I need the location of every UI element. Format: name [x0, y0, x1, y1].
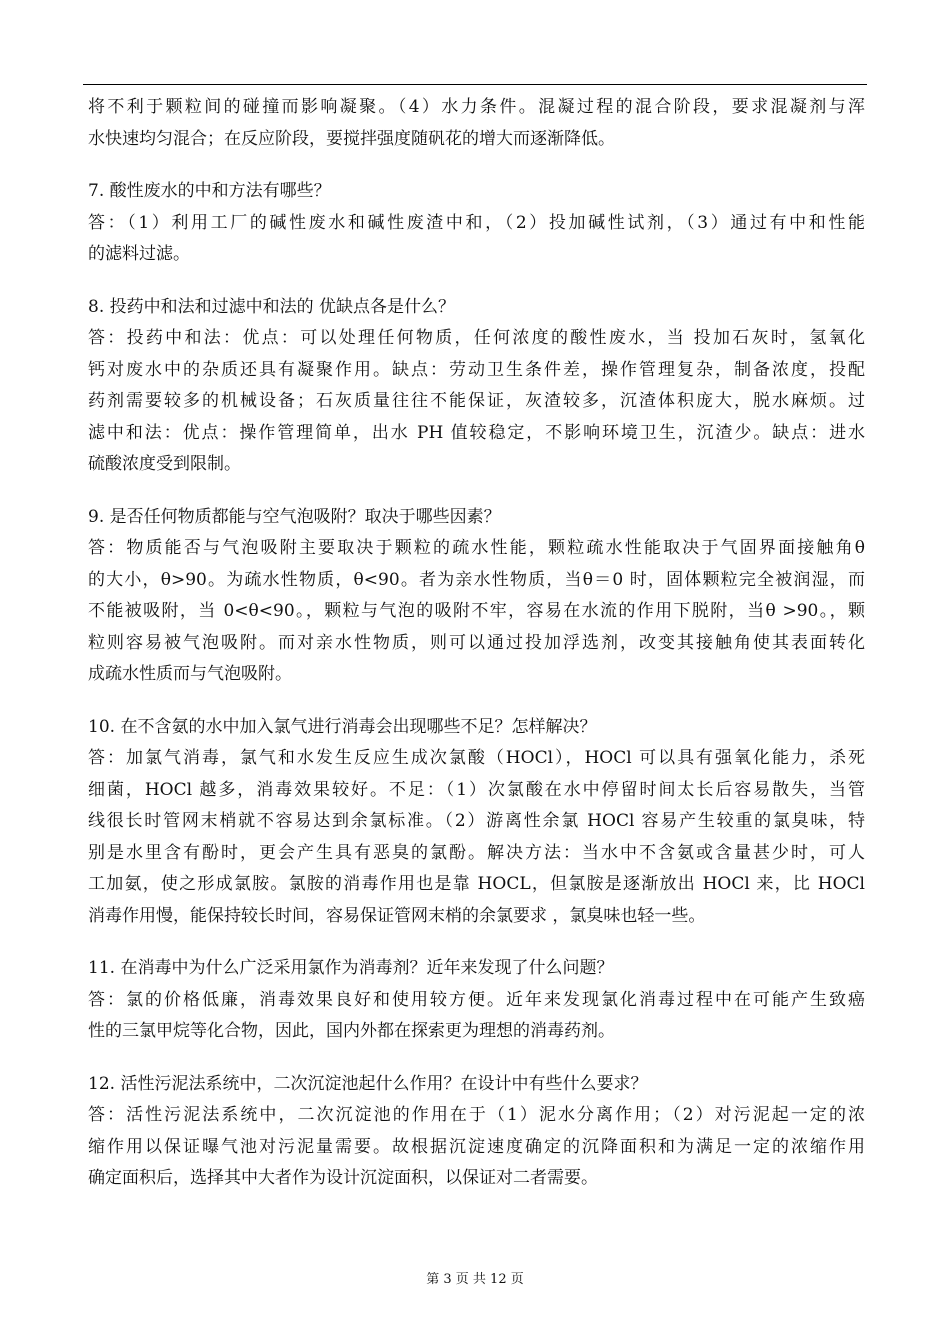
question-10 [88, 712, 865, 933]
question-title: 9. 是否任何物质都能与空气泡吸附？取决于哪些因素？ [88, 506, 501, 527]
header-rule [83, 84, 867, 85]
question-title: 12. 活性污泥法系统中，二次沉淀池起什么作用？在设计中有些什么要求？ [88, 1073, 648, 1094]
question-9 [88, 502, 865, 691]
answer-line: 滤中和法：优点：操作管理简单，出水 PH 值较稳定，不影响环境卫生，沉渣少。缺点：进水 [88, 422, 865, 443]
intro-paragraph [88, 92, 865, 155]
answer-line: 答：活性污泥法系统中，二次沉淀池的作用在于（1）泥水分离作用；（2）对污泥起一定的浓 [88, 1105, 865, 1125]
answer-line: 答：投药中和法：优点：可以处理任何物质，任何浓度的酸性废水，当 投加石灰时，氢氧化 [88, 328, 865, 348]
answer-line: 成疏水性质而与气泡吸附。 [88, 664, 292, 684]
answer-line: 钙对废水中的杂质还具有凝聚作用。缺点：劳动卫生条件差，操作管理复杂，制备浓度，投配 [88, 359, 865, 380]
answer-line: 消毒作用慢，能保持较长时间，容易保证管网末梢的余氯要求 ，氯臭味也轻一些。 [88, 905, 706, 926]
answer-line: 性的三氯甲烷等化合物，因此，国内外都在探索更为理想的消毒药剂。 [88, 1021, 615, 1041]
text-line: 将不利于颗粒间的碰撞而影响凝聚。（4）水力条件。混凝过程的混合阶段，要求混凝剂与浑 [88, 97, 865, 117]
answer-line: 答：（1）利用工厂的碱性废水和碱性废渣中和，（2）投加碱性试剂，（3）通过有中和性能 [88, 212, 865, 233]
text-line: 水快速均匀混合；在反应阶段，要搅拌强度随矾花的增大而逐渐降低。 [88, 128, 615, 149]
question-7 [88, 176, 865, 271]
answer-line: 答：加氯气消毒，氯气和水发生反应生成次氯酸（HOCl），HOCl 可以具有强氧化能力，杀死 [88, 748, 865, 768]
answer-line: 不能被吸附，当 0<θ<90。，颗粒与气泡的吸附不牢，容易在水流的作用下脱附，当θ >90。，颗 [88, 601, 865, 621]
page-number-footer: 第 3 页 共 12 页 [426, 1272, 524, 1287]
answer-line: 缩作用以保证曝气池对污泥量需要。故根据沉淀速度确定的沉降面积和为满足一定的浓缩作用 [88, 1136, 865, 1157]
answer-line: 硫酸浓度受到限制。 [88, 454, 241, 474]
answer-line: 细菌，HOCl 越多，消毒效果较好。不足：（1）次氯酸在水中停留时间太长后容易散失，当管 [88, 779, 865, 800]
question-12 [88, 1069, 865, 1195]
document-body [88, 92, 865, 1195]
question-title: 11. 在消毒中为什么广泛采用氯作为消毒剂？近年来发现了什么问题？ [88, 958, 614, 978]
answer-line: 工加氨，使之形成氯胺。氯胺的消毒作用也是靠 HOCL，但氯胺是逐渐放出 HOCl 来，比 HOCl [88, 874, 865, 894]
question-title: 7. 酸性废水的中和方法有哪些？ [88, 181, 331, 201]
question-8 [88, 292, 865, 481]
answer-line: 确定面积后，选择其中大者作为设计沉淀面积，以保证对二者需要。 [88, 1168, 598, 1188]
answer-line: 的滤料过滤。 [88, 244, 190, 264]
question-11 [88, 953, 865, 1048]
answer-line: 答：氯的价格低廉，消毒效果良好和使用较方便。近年来发现氯化消毒过程中在可能产生致癌 [88, 989, 865, 1010]
answer-line: 药剂需要较多的机械设备；石灰质量往往不能保证，灰渣较多，沉渣体积庞大，脱水麻烦。过 [88, 391, 865, 411]
question-title: 8. 投药中和法和过滤中和法的 优缺点各是什么？ [88, 296, 456, 317]
answer-line: 别是水里含有酚时，更会产生具有恶臭的氯酚。解决方法：当水中不含氨或含量甚少时，可人 [88, 842, 865, 863]
answer-line: 粒则容易被气泡吸附。而对亲水性物质，则可以通过投加浮选剂，改变其接触角使其表面转化 [88, 632, 865, 653]
answer-line: 线很长时管网末梢就不容易达到余氯标准。（2）游离性余氯 HOCl 容易产生较重的氯臭味，特 [88, 811, 865, 831]
question-title: 10. 在不含氨的水中加入氯气进行消毒会出现哪些不足？怎样解决？ [88, 716, 597, 737]
answer-line: 的大小，θ>90。为疏水性物质，θ<90。者为亲水性物质，当θ＝0 时，固体颗粒完全被润湿，而 [88, 569, 865, 590]
answer-line: 答：物质能否与气泡吸附主要取决于颗粒的疏水性能，颗粒疏水性能取决于气固界面接触角θ [88, 538, 865, 558]
